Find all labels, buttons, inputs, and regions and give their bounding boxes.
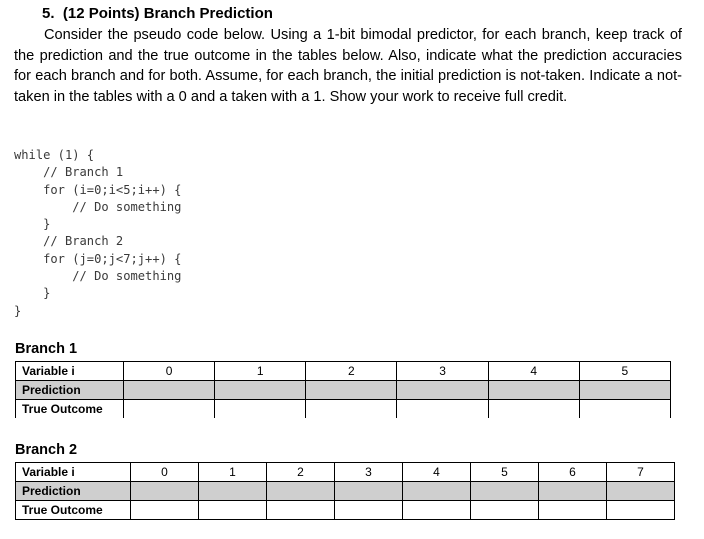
outcome-cell[interactable] (124, 400, 215, 419)
branch1-variable-row (16, 362, 671, 381)
branch2-prediction-row (16, 482, 675, 501)
outcome-cell[interactable] (403, 501, 471, 520)
question-title: (12 Points) Branch Prediction (62, 5, 273, 22)
outcome-cell[interactable] (306, 400, 397, 419)
column-header: 6 (539, 463, 607, 482)
row-label: Variable i (16, 362, 124, 381)
branch2-outcome-row (16, 501, 675, 520)
prediction-cell[interactable] (131, 482, 199, 501)
column-header: 4 (488, 362, 579, 381)
code-line: } (14, 303, 22, 318)
column-header: 5 (471, 463, 539, 482)
prediction-cell[interactable] (403, 482, 471, 501)
row-label: Prediction (16, 482, 131, 501)
outcome-cell[interactable] (488, 400, 579, 419)
column-header: 0 (124, 362, 215, 381)
outcome-cell[interactable] (199, 501, 267, 520)
branch2-variable-row (16, 463, 675, 482)
column-header: 5 (579, 362, 670, 381)
outcome-cell[interactable] (397, 400, 488, 419)
row-label: True Outcome (16, 400, 124, 419)
code-line: // Do something (14, 269, 182, 284)
outcome-cell[interactable] (607, 501, 675, 520)
prediction-cell[interactable] (199, 482, 267, 501)
code-line: } (14, 286, 51, 301)
row-label: Variable i (16, 463, 131, 482)
column-header: 2 (267, 463, 335, 482)
code-line: for (i=0;i<5;i++) { (14, 182, 182, 197)
column-header: 0 (131, 463, 199, 482)
outcome-cell[interactable] (131, 501, 199, 520)
prediction-cell[interactable] (579, 381, 670, 400)
question-number: 5. (42, 5, 55, 22)
prediction-cell[interactable] (607, 482, 675, 501)
branch1-outcome-row (16, 400, 671, 419)
column-header: 3 (335, 463, 403, 482)
row-label: Prediction (16, 381, 124, 400)
branch2-table (15, 462, 675, 520)
code-line: } (14, 217, 51, 232)
branch2-title: Branch 2 (15, 442, 78, 458)
prediction-cell[interactable] (488, 381, 579, 400)
outcome-cell[interactable] (267, 501, 335, 520)
column-header: 4 (403, 463, 471, 482)
outcome-cell[interactable] (579, 400, 670, 419)
column-header: 7 (607, 463, 675, 482)
branch1-title: Branch 1 (15, 341, 78, 357)
question-instructions: Consider the pseudo code below. Using a 1-bit bimodal predictor, for each branch, keep track of the prediction and the true outcome in the tables below. Also, indicate what the prediction accuracies for each branch and for both. Assume, for each branch, the initial prediction is not-taken. Indicate a not-taken in the tables with a 0 and a taken with a 1. Show your work to receive full credit. (14, 27, 682, 105)
prediction-cell[interactable] (267, 482, 335, 501)
column-header: 3 (397, 362, 488, 381)
code-line: while (1) { (14, 148, 95, 162)
branch1-table (15, 361, 671, 418)
code-line: for (j=0;j<7;j++) { (14, 251, 182, 266)
code-line: // Branch 1 (14, 165, 124, 180)
column-header: 1 (215, 362, 306, 381)
prediction-cell[interactable] (124, 381, 215, 400)
outcome-cell[interactable] (471, 501, 539, 520)
prediction-cell[interactable] (335, 482, 403, 501)
column-header: 2 (306, 362, 397, 381)
code-line: // Do something (14, 199, 182, 214)
question-heading (42, 5, 273, 22)
outcome-cell[interactable] (335, 501, 403, 520)
code-line: // Branch 2 (14, 234, 124, 249)
outcome-cell[interactable] (539, 501, 607, 520)
prediction-cell[interactable] (471, 482, 539, 501)
prediction-cell[interactable] (215, 381, 306, 400)
prediction-cell[interactable] (397, 381, 488, 400)
column-header: 1 (199, 463, 267, 482)
branch1-prediction-row (16, 381, 671, 400)
outcome-cell[interactable] (215, 400, 306, 419)
prediction-cell[interactable] (539, 482, 607, 501)
prediction-cell[interactable] (306, 381, 397, 400)
row-label: True Outcome (16, 501, 131, 520)
pseudo-code-block (14, 147, 181, 320)
